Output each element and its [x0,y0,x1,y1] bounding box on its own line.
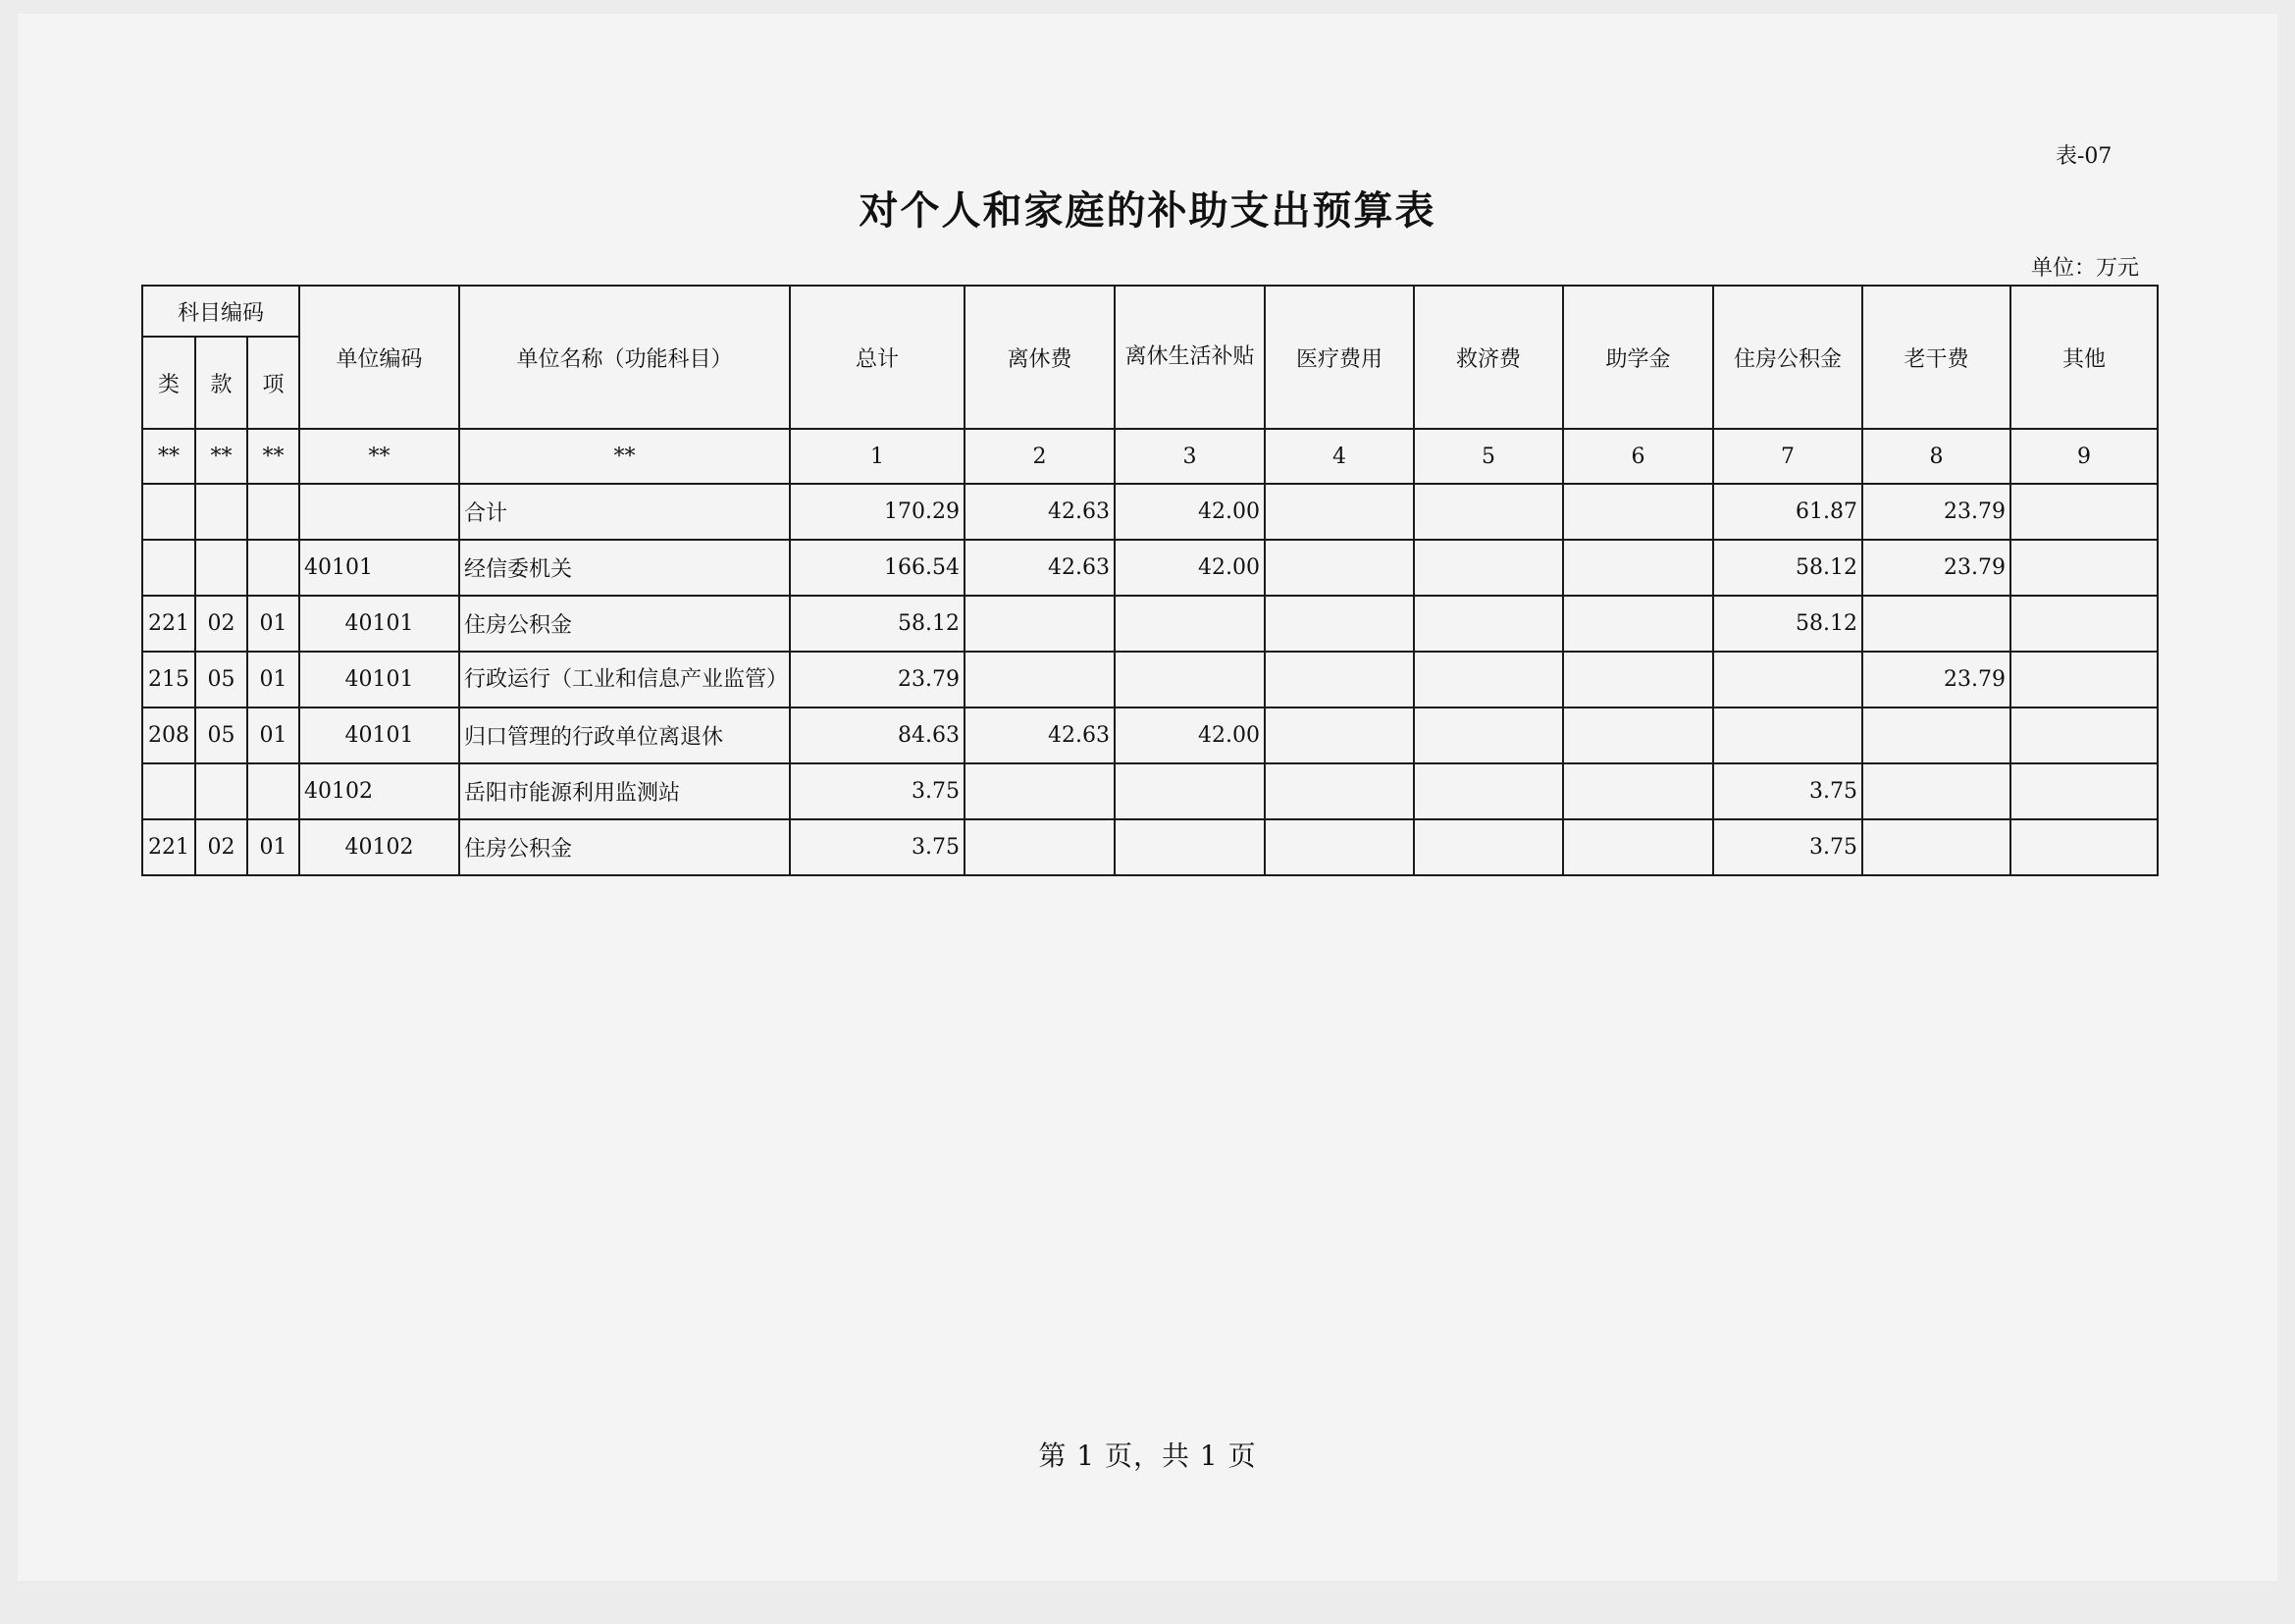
table-cell [2010,763,2158,819]
table-cell: 3.75 [1713,763,1862,819]
column-number-row [142,429,2158,484]
table-cell [1115,763,1265,819]
table-row [142,763,2158,819]
table-cell [1115,596,1265,652]
table-cell [1414,763,1563,819]
column-number-cell: ** [142,429,195,484]
table-cell: 归口管理的行政单位离退休 [459,707,790,763]
table-row [142,819,2158,875]
table-cell: 40102 [299,763,459,819]
table-cell [965,596,1115,652]
table-cell [1563,652,1713,707]
page-footer: 第 1 页，共 1 页 [1038,1440,1257,1472]
budget-table [141,285,2159,876]
table-cell: 40102 [299,819,459,875]
table-cell [1265,540,1414,596]
table-cell: 3.75 [790,763,965,819]
table-cell [1265,819,1414,875]
table-cell: 01 [247,596,299,652]
header-relief: 救济费 [1414,286,1563,429]
column-number-cell: 1 [790,429,965,484]
table-cell: 58.12 [790,596,965,652]
table-cell: 02 [195,596,247,652]
header-veteran-cadre: 老干费 [1862,286,2010,429]
table-cell [195,763,247,819]
table-cell: 合计 [459,484,790,540]
table-cell: 40101 [299,596,459,652]
table-cell [965,819,1115,875]
table-cell: 40101 [299,540,459,596]
table-cell [1414,596,1563,652]
header-housing-fund: 住房公积金 [1713,286,1862,429]
table-cell [965,652,1115,707]
column-number-cell: 3 [1115,429,1265,484]
table-cell: 01 [247,707,299,763]
table-cell [2010,540,2158,596]
unit-label: 单位：万元 [2031,256,2140,281]
table-cell: 42.63 [965,540,1115,596]
table-cell [1265,763,1414,819]
header-student-aid: 助学金 [1563,286,1713,429]
table-cell [1414,819,1563,875]
column-number-cell: ** [299,429,459,484]
column-number-cell: 2 [965,429,1115,484]
table-cell: 42.00 [1115,484,1265,540]
table-cell [1265,652,1414,707]
table-cell [2010,652,2158,707]
table-cell: 23.79 [1862,652,2010,707]
header-unit-name: 单位名称（功能科目） [459,286,790,429]
table-cell: 84.63 [790,707,965,763]
table-cell [1713,652,1862,707]
table-cell: 23.79 [790,652,965,707]
table-cell [1414,540,1563,596]
table-cell [1862,707,2010,763]
table-cell: 3.75 [1713,819,1862,875]
table-cell [1414,707,1563,763]
table-cell [1414,652,1563,707]
table-cell [2010,819,2158,875]
table-cell [195,484,247,540]
table-cell [142,540,195,596]
table-cell [1265,707,1414,763]
column-number-cell: 7 [1713,429,1862,484]
header-retire: 离休费 [965,286,1115,429]
table-cell [1414,484,1563,540]
header-retire-subsidy: 离休生活补贴 [1115,286,1265,429]
table-cell: 岳阳市能源利用监测站 [459,763,790,819]
column-number-cell: ** [247,429,299,484]
column-number-cell: 6 [1563,429,1713,484]
table-row [142,540,2158,596]
table-cell [1862,763,2010,819]
table-cell [299,484,459,540]
table-cell: 23.79 [1862,540,2010,596]
table-cell: 215 [142,652,195,707]
table-cell: 61.87 [1713,484,1862,540]
table-cell: 170.29 [790,484,965,540]
table-cell [142,484,195,540]
table-cell: 05 [195,707,247,763]
table-cell: 住房公积金 [459,596,790,652]
table-cell [1265,596,1414,652]
table-number: 表-07 [2056,144,2112,169]
column-number-cell: 5 [1414,429,1563,484]
page-title: 对个人和家庭的补助支出预算表 [859,187,1436,234]
table-cell [1713,707,1862,763]
table-cell [1862,596,2010,652]
table-cell [195,540,247,596]
header-medical: 医疗费用 [1265,286,1414,429]
header-lei: 类 [142,337,195,429]
table-cell [1563,540,1713,596]
table-cell: 42.00 [1115,707,1265,763]
table-body [142,429,2158,875]
table-cell: 3.75 [790,819,965,875]
table-cell: 行政运行（工业和信息产业监管） [459,652,790,707]
table-cell: 221 [142,819,195,875]
table-cell: 166.54 [790,540,965,596]
table-cell: 01 [247,652,299,707]
table-cell [1563,484,1713,540]
table-cell: 40101 [299,652,459,707]
table-cell [1862,819,2010,875]
table-cell [1115,819,1265,875]
table-cell [2010,484,2158,540]
table-cell: 42.00 [1115,540,1265,596]
header-unit-code: 单位编码 [299,286,459,429]
table-cell: 42.63 [965,707,1115,763]
table-cell: 40101 [299,707,459,763]
column-number-cell: ** [195,429,247,484]
table-cell [247,540,299,596]
column-number-cell: ** [459,429,790,484]
header-subject-code: 科目编码 [142,286,299,337]
table-cell [1563,596,1713,652]
table-cell: 42.63 [965,484,1115,540]
table-cell: 02 [195,819,247,875]
column-number-cell: 9 [2010,429,2158,484]
column-number-cell: 4 [1265,429,1414,484]
header-other: 其他 [2010,286,2158,429]
table-cell: 23.79 [1862,484,2010,540]
table-row [142,707,2158,763]
column-number-cell: 8 [1862,429,2010,484]
table-cell: 01 [247,819,299,875]
table-row [142,596,2158,652]
table-cell: 58.12 [1713,540,1862,596]
table-cell: 221 [142,596,195,652]
table-cell [1265,484,1414,540]
table-cell: 58.12 [1713,596,1862,652]
table-cell [1115,652,1265,707]
table-cell [247,484,299,540]
table-cell [247,763,299,819]
table-cell [142,763,195,819]
header-kuan: 款 [195,337,247,429]
table-cell: 05 [195,652,247,707]
table-cell [2010,596,2158,652]
table-cell [965,763,1115,819]
table-row [142,652,2158,707]
table-row [142,484,2158,540]
table-cell [2010,707,2158,763]
table-cell: 住房公积金 [459,819,790,875]
table-cell: 208 [142,707,195,763]
header-xiang: 项 [247,337,299,429]
table-cell [1563,819,1713,875]
table-cell [1563,707,1713,763]
table-cell: 经信委机关 [459,540,790,596]
header-total: 总计 [790,286,965,429]
table-cell [1563,763,1713,819]
